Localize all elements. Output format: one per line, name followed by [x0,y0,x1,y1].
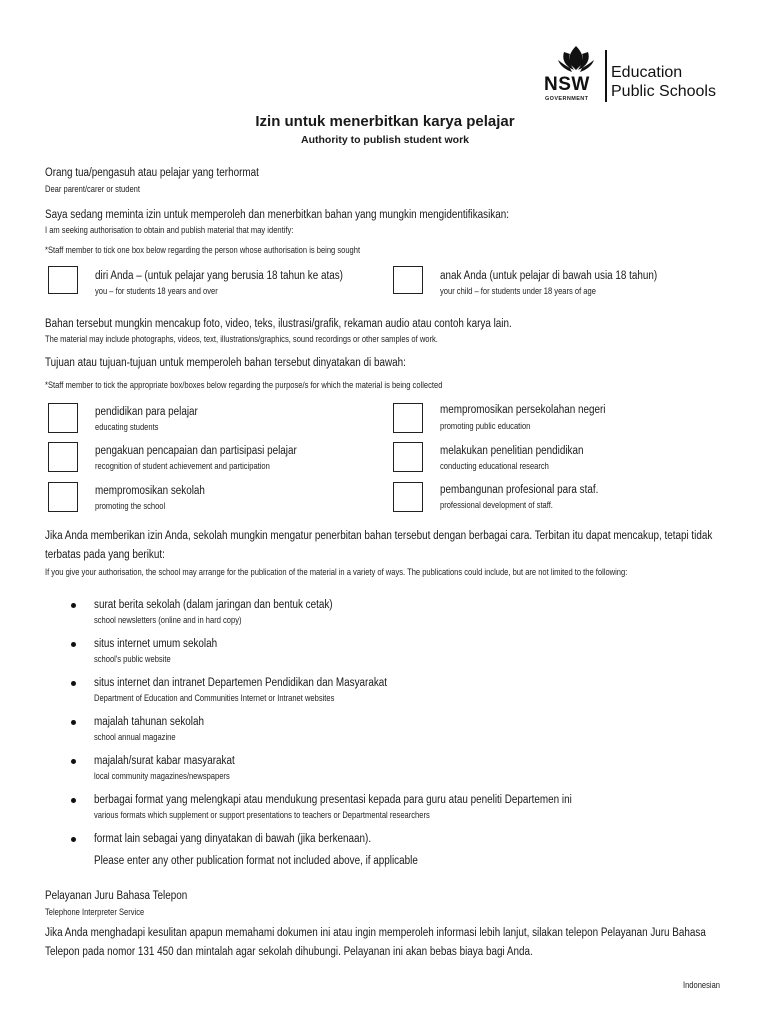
publication-community-magazines: majalah/surat kabar masyarakat [94,755,235,767]
publication-website-en: school's public website [94,654,171,664]
purpose-educating-label-en: educating students [95,422,159,432]
purpose-recognition-label-en: recognition of student achievement and participation [95,461,270,471]
waratah-icon [556,44,596,76]
purpose-research-label: melakukan penelitian pendidikan [440,445,584,457]
purpose-research-label-en: conducting educational research [440,461,549,471]
logo-government: GOVERNMENT [545,96,589,102]
purpose-promoting-school-label: mempromosikan sekolah [95,485,205,497]
checkbox-self[interactable] [48,266,78,294]
purpose-professional-label-en: professional development of staff. [440,500,553,510]
salutation-en: Dear parent/carer or student [45,184,140,194]
bullet-point [71,798,76,803]
interpreter-heading: Pelayanan Juru Bahasa Telepon [45,890,188,902]
nsw-education-logo [544,44,724,104]
purpose-public-education-label-en: promoting public education [440,421,531,431]
bullet-point [71,837,76,842]
publication-annual-magazine: majalah tahunan sekolah [94,716,204,728]
publication-department-sites: situs internet dan intranet Departemen Pendidikan dan Masyarakat [94,677,388,689]
publish-paragraph-en: If you give your authorisation, the school may arrange for the publication of the material in a variety of ways. The publications could include, but are not limited to the following: [45,567,628,577]
publication-other-en: Please enter any other publication format not included above, if applicable [94,855,418,867]
bullet-point [71,681,76,686]
material-text-en: The material may include photographs, videos, text, illustrations/graphics, sound recordings or other samples of work. [45,334,438,344]
option-self-label: diri Anda – (untuk pelajar yang berusia 18 tahun ke atas) [95,270,343,282]
bullet-point [71,720,76,725]
publication-annual-magazine-en: school annual magazine [94,732,176,742]
option-self-label-en: you – for students 18 years and over [95,286,218,296]
request-text: Saya sedang meminta izin untuk memperoleh dan menerbitkan bahan yang mungkin mengidentifikasikan: [45,209,510,221]
checkbox-promoting-school[interactable] [48,482,78,512]
publication-community-magazines-en: local community magazines/newspapers [94,771,230,781]
logo-line2: Public Schools [611,83,716,100]
page-subtitle: Authority to publish student work [301,134,469,146]
publication-newsletters: surat berita sekolah (dalam jaringan dan bentuk cetak) [94,599,333,611]
logo-line1: Education [611,64,683,81]
interpreter-paragraph: Jika Anda menghadapi kesulitan apapun memahami dokumen ini atau ingin memperoleh informasi lebih lanjut, silakan telepon Pelayanan Juru Bahasa Telepon pada nomor 131 450 dan mintalah agar sekolah dihubungi. Pelayanan ini akan bebas biaya bagi Anda. [45,927,706,958]
salutation: Orang tua/pengasuh atau pelajar yang terhormat [45,167,259,179]
purpose-text: Tujuan atau tujuan-tujuan untuk memperoleh bahan tersebut dinyatakan di bawah: [45,357,406,369]
logo-divider [605,50,607,102]
purpose-public-education-label: mempromosikan persekolahan negeri [440,404,606,416]
purpose-educating-label: pendidikan para pelajar [95,406,198,418]
bullet-point [71,603,76,608]
checkbox-educating-students[interactable] [48,403,78,433]
bullet-point [71,642,76,647]
checkbox-promoting-public-education[interactable] [393,403,423,433]
checkbox-research[interactable] [393,442,423,472]
purpose-promoting-school-label-en: promoting the school [95,501,166,511]
staff-note-purpose: *Staff member to tick the appropriate box/boxes below regarding the purpose/s for which the material is being collected [45,380,443,390]
purpose-professional-label: pembangunan profesional para staf. [440,484,599,496]
checkbox-recognition[interactable] [48,442,78,472]
request-text-en: I am seeking authorisation to obtain and publish material that may identify: [45,225,294,235]
footer-language: Indonesian [683,980,720,990]
page-title: Izin untuk menerbitkan karya pelajar [255,113,515,130]
material-text: Bahan tersebut mungkin mencakup foto, video, teks, ilustrasi/grafik, rekaman audio atau contoh karya lain. [45,318,512,330]
publication-newsletters-en: school newsletters (online and in hard copy) [94,615,242,625]
staff-note-person: *Staff member to tick one box below regarding the person whose authorisation is being sought [45,245,361,255]
logo-nsw: NSW [544,74,590,95]
interpreter-heading-en: Telephone Interpreter Service [45,907,145,917]
publish-paragraph: Jika Anda memberikan izin Anda, sekolah mungkin mengatur penerbitan bahan tersebut dengan berbagai cara. Terbitan itu dapat mencakup, tetapi tidak terbatas pada yang berikut: [45,530,713,561]
purpose-recognition-label: pengakuan pencapaian dan partisipasi pelajar [95,445,297,457]
option-child-label-en: your child – for students under 18 years of age [440,286,596,296]
publication-presentations: berbagai format yang melengkapi atau mendukung presentasi kepada para guru atau peneliti Departemen ini [94,794,572,806]
publication-presentations-en: various formats which supplement or support presentations to teachers or Departmental researchers [94,810,430,820]
bullet-point [71,759,76,764]
checkbox-child[interactable] [393,266,423,294]
checkbox-professional-development[interactable] [393,482,423,512]
publication-other: format lain sebagai yang dinyatakan di bawah (jika berkenaan). [94,833,372,845]
publication-department-sites-en: Department of Education and Communities Internet or Intranet websites [94,693,335,703]
option-child-label: anak Anda (untuk pelajar di bawah usia 18 tahun) [440,270,658,282]
publication-website: situs internet umum sekolah [94,638,218,650]
